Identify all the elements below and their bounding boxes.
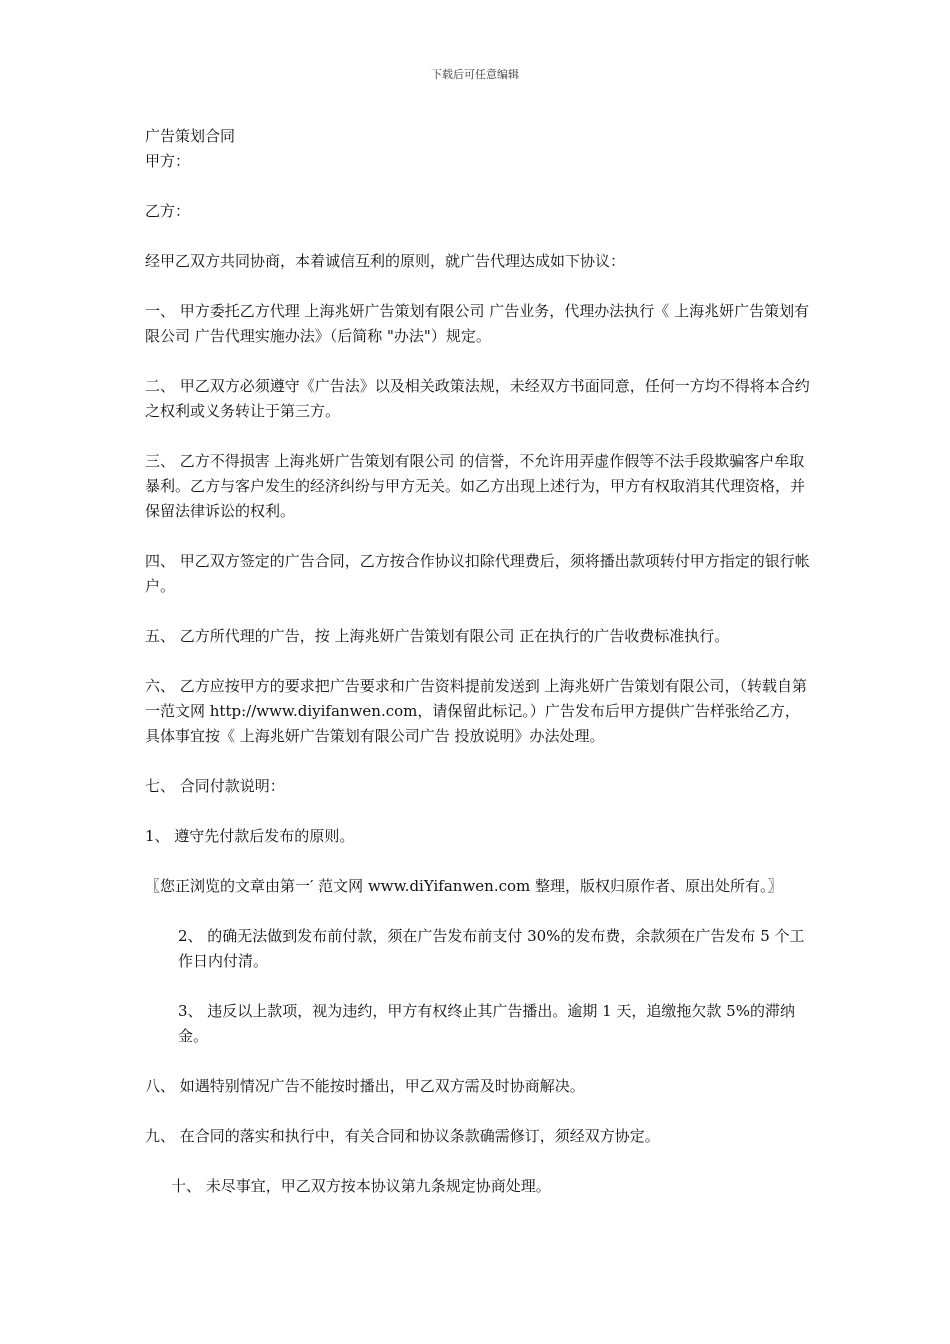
page-header: 下载后可任意编辑 <box>431 68 519 81</box>
clause-7-item-1: 1、 遵守先付款后发布的原则。 <box>145 827 355 845</box>
clause-5: 五、 乙方所代理的广告，按 上海兆妍广告策划有限公司 正在执行的广告收费标准执行。 <box>145 627 730 645</box>
clause-8: 八、 如遇特别情况广告不能按时播出，甲乙双方需及时协商解决。 <box>145 1077 585 1095</box>
party-b-line: 乙方： <box>145 202 191 220</box>
intro-paragraph: 经甲乙双方共同协商，本着诚信互利的原则，就广告代理达成如下协议： <box>145 252 626 270</box>
clause-4: 四、 甲乙双方签定的广告合同，乙方按合作协议扣除代理费后，须将播出款项转付甲方指定的银行帐户。 <box>145 552 810 595</box>
contract-title: 广告策划合同 <box>145 127 236 145</box>
clause-9: 九、 在合同的落实和执行中，有关合同和协议条款确需修订，须经双方协定。 <box>145 1127 660 1145</box>
clause-3: 三、 乙方不得损害 上海兆妍广告策划有限公司 的信誉，不允许用弄虚作假等不法手段欺骗客户牟取暴利。乙方与客户发生的经济纠纷与甲方无关。如乙方出现上述行为，甲方有权取消其代理资格，并保留法律诉讼的权利。 <box>145 452 806 520</box>
clause-7: 七、 合同付款说明： <box>145 777 285 795</box>
contract-body <box>145 124 813 1199</box>
party-a-line: 甲方： <box>145 152 191 170</box>
clause-10: 十、 未尽事宜，甲乙双方按本协议第九条规定协商处理。 <box>171 1177 551 1195</box>
clause-7-item-2: 2、 的确无法做到发布前付款，须在广告发布前支付 30%的发布费，余款须在广告发布 5 个工作日内付清。 <box>178 927 805 970</box>
clause-2: 二、 甲乙双方必须遵守《广告法》以及相关政策法规，未经双方书面同意，任何一方均不得将本合约之权利或义务转让于第三方。 <box>145 377 810 420</box>
copyright-notice: 〖您正浏览的文章由第一′ 范文网 www.diYifanwen.com 整理，版权归原作者、原出处所有。〗 <box>145 877 783 895</box>
clause-7-item-3: 3、 违反以上款项，视为违约，甲方有权终止其广告播出。逾期 1 天，追缴拖欠款 5%的滞纳金。 <box>178 1002 795 1045</box>
clause-6: 六、 乙方应按甲方的要求把广告要求和广告资料提前发送到 上海兆妍广告策划有限公司，（转载自第一范文网 http://www.diyifanwen.com，请保留此标记。）广告发布后甲方提供广告样张给乙方，具体事宜按《 上海兆妍广告策划有限公司广告 投放说明》办法处理。 <box>145 677 808 745</box>
clause-1: 一、 甲方委托乙方代理 上海兆妍广告策划有限公司 广告业务，代理办法执行《 上海兆妍广告策划有限公司 广告代理实施办法》（后简称 "办法"）规定。 <box>145 302 810 345</box>
